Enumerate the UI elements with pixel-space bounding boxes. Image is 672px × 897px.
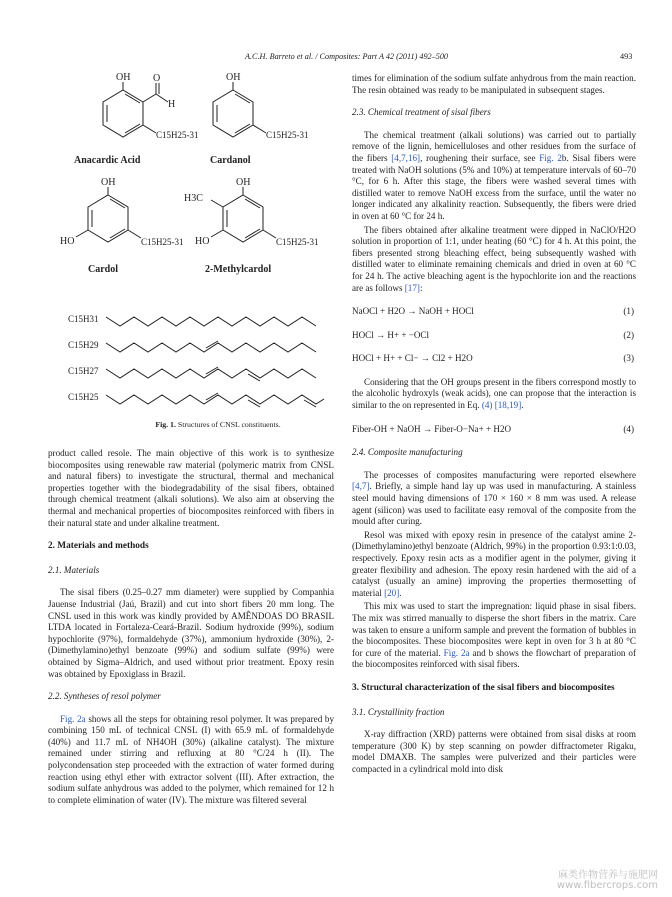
fig-2a-link-2[interactable]: Fig. 2a — [443, 647, 470, 658]
p5-text-a: Resol was mixed with epoxy resin in presence of the catalyst amine 2-(Dimethylamino)ethyl benzoate (Aldrich, 99%) in the proportion 0.93:1:0.03, respectively. Epoxy resin acts as a modifier agent in the polymer, giving it greater flexibility and adhesion. The epoxy resin hardened with the aid of a catalyst (usually an amine) improving the properties thermosetting of material — [352, 529, 636, 598]
methylcardol-h3c: H3C — [184, 193, 203, 204]
chain-diene — [68, 366, 316, 381]
ref-4-7[interactable]: [4,7] — [352, 481, 370, 492]
eq-4-link[interactable]: (4) — [481, 400, 493, 411]
fig-2a-link[interactable]: Fig. 2a — [60, 713, 86, 724]
cardanol-oh: OH — [226, 72, 241, 83]
p1-text-a: The chemical treatment (alkali solutions) was carried out to partially remove of the lignin, hemicelluloses and other residues from the surface of the fibers — [352, 129, 636, 163]
anacardic-o: O — [153, 73, 161, 84]
anacardic-acid-structure — [74, 72, 199, 166]
figure-1 — [48, 70, 348, 440]
methylcardol-chain: C15H25-31 — [276, 237, 319, 247]
equation-2 — [352, 330, 636, 342]
manufacturing-paragraph-1 — [352, 470, 636, 528]
chain-saturated — [68, 314, 316, 326]
treatment-paragraph-1 — [352, 130, 636, 223]
watermark-url: www.fibercrops.com — [556, 880, 658, 891]
subsection-2-3-heading: 2.3. Chemical treatment of sisal fibers — [352, 107, 491, 118]
p5-text-b: . — [399, 587, 402, 598]
watermark-chinese: 麻类作物营养与施肥网 — [558, 870, 658, 881]
equation-2-body: HOCl → H+ + −OCl — [352, 329, 430, 340]
treatment-paragraph-2 — [352, 225, 636, 295]
cardanol-chain: C15H25-31 — [266, 130, 309, 140]
equation-3-number: (3) — [623, 353, 634, 364]
figure-caption — [118, 420, 318, 429]
cardanol-structure — [210, 72, 309, 166]
subsection-3-1-heading: 3.1. Crystallinity fraction — [352, 706, 445, 717]
caption-label: Fig. 1. — [155, 420, 176, 429]
p1-text-c: b. Sisal fibers were treated with NaOH solutions (5% and 10%) at temperature intervals of 60–70 °C, for 6 h. After this stage, the fibers were washed several times with distilled water to remove NaOH excess from the surface, until the water no longer indicated any alkalinity reaction. Subsequently, the fibers were dried in oven at 60 °C for 24 h. — [352, 152, 636, 221]
equation-1-number: (1) — [623, 306, 634, 317]
cardol-name: Cardol — [88, 264, 118, 275]
p2-text-b: : — [419, 282, 423, 293]
p3-text-c: . — [521, 400, 524, 411]
methylcardol-name: 2-Methylcardol — [205, 264, 272, 275]
cardol-ho: HO — [60, 236, 75, 247]
equation-4-body: Fiber-OH + NaOH → Fiber-O−Na+ + H2O — [352, 423, 512, 434]
crystallinity-paragraph: X-ray diffraction (XRD) patterns were obtained from sisal disks at room temperature (300 K) by step scanning on powder diffractometer Rigaku, model DMAXB. The samples were pulverized and their particles were compacted in a cylindrical mold into disk — [352, 729, 636, 774]
equation-3-body: HOCl + H+ + Cl− → Cl2 + H2O — [352, 353, 473, 364]
subsection-2-4-heading: 2.4. Composite manufacturing — [352, 447, 463, 458]
cardol-oh: OH — [101, 177, 116, 188]
section-3-heading: 3. Structural characterization of the sisal fibers and biocomposites — [352, 682, 615, 693]
ref-17[interactable]: [17] — [404, 282, 420, 293]
equation-3 — [352, 353, 636, 365]
methylcardol-structure — [184, 177, 319, 275]
ref-18-19[interactable]: [18,19] — [494, 400, 522, 411]
chain-label-4: C15H25 — [68, 392, 99, 402]
cnsl-structures — [48, 70, 348, 420]
fig-2-link[interactable]: Fig. 2 — [539, 152, 562, 163]
subsection-2-1-heading: 2.1. Materials — [48, 564, 100, 575]
section-2-heading: 2. Materials and methods — [48, 541, 149, 552]
continuation-paragraph: times for elimination of the sodium sulfate anhydrous from the main reaction. The resin obtained was ready to be manipulated in subsequent stages. — [352, 73, 636, 95]
ref-4-7-16[interactable]: [4,7,16] — [391, 152, 421, 163]
syntheses-text: shows all the steps for obtaining resol polymer. It was prepared by combining 150 mL of technical CNSL (I) with 65.9 mL of formaldehyde (40%) and 11.7 mL of NH4OH (30%) (alkaline catalyst). The mixture remained under stirring and refluxing at 80 °C/24 h (II). The polycondensation step proceeded with the extraction of water formed during reaction using ethyl ether with extractor solvent (III). After extraction, the sodium sulfate anhydrous was added to the polymer, which remained for 12 h to complete elimination of water (IV). The mixture was filtered several — [48, 713, 334, 805]
cardanol-name: Cardanol — [210, 155, 251, 166]
chain-label-3: C15H27 — [68, 366, 99, 376]
p1-text-b: , roughening their surface, see — [420, 152, 540, 163]
chain-label-2: C15H29 — [68, 340, 99, 350]
equation-2-number: (2) — [623, 329, 634, 340]
cardol-chain: C15H25-31 — [141, 237, 184, 247]
manufacturing-paragraph-3 — [352, 601, 636, 671]
p3-text-a: Considering that the OH groups present in the fibers correspond mostly to the alcoholic hydroxyls (weak acids), one can propose that the interaction is similar to the on represented in Eq. — [352, 376, 636, 411]
caption-text: Structures of CNSL constituents. — [177, 420, 281, 429]
cardol-structure — [60, 177, 184, 275]
p4-text-b: . Briefly, a simple hand lay up was used in manufacturing. A stainless steel mould having dimensions of 170 × 160 × 8 mm was used. A release agent (silicon) was used to facilitate easy removal of the composite from the mould after curing. — [352, 481, 636, 527]
anacardic-oh: OH — [116, 72, 131, 83]
syntheses-paragraph — [48, 714, 334, 807]
anacardic-chain: C15H25-31 — [156, 130, 199, 140]
right-column — [352, 73, 636, 778]
intro-paragraph: product called resole. The main objective of this work is to synthesize biocomposites using renewable raw material (polymeric matrix from CNSL and natural fibers) to investigate the structural, thermal and mechanical properties together with the biodegradability of the sisal fibers, obtained through chemical treatment (alkali solutions). We also aim at observing the thermal and mechanical properties of biocomposites reinforced with fibers in their natural state and under alkaline treatment. — [48, 448, 334, 528]
manufacturing-paragraph-2 — [352, 530, 636, 600]
equation-1-body: NaOCl + H2O → NaOH + HOCl — [352, 306, 474, 317]
p6-text-a: This mix was used to start the impregnation: liquid phase in sisal fibers. The mix was stirred manually to disperse the short fibers in the matrix. Care was taken to ensure a uniform sample and prevent the formation of bubbles in the biocomposites. These biocomposites were kept in oven for 3 h at 80 °C for cure of the material. — [352, 601, 636, 658]
materials-paragraph: The sisal fibers (0.25–0.27 mm diameter) were supplied by Companhia Jauense Industrial (Jaú, Brazil) and cut into short fibers 20 mm long. The CNSL used in this work was kindly provided by AMÊNDOAS DO BRASIL LTDA located in Fortaleza-Ceará-Brazil. Sodium hydroxide (99%), sodium hypochlorite (97%), formaldehyde (37%), ammonium hydroxide (30%), 2-(Dimethylamino)ethyl benzoate (99%) and sodium sulfate (99%) were obtained by Sigma–Aldrich, and used without prior treatment. Epoxy resin was obtained by Epoxiglass in Brazil. — [48, 587, 334, 679]
journal-citation: A.C.H. Barreto et al. / Composites: Part A 42 (2011) 492–500 — [245, 52, 449, 61]
ref-20[interactable]: [20] — [384, 587, 400, 598]
chain-label-1: C15H31 — [68, 314, 99, 324]
chain-triene — [68, 392, 324, 407]
p2-text-a: The fibers obtained after alkaline treatment were dipped in NaClO/H2O solution in proportion of 1:1, under heating (60 °C) for 4 h. At this point, the fibers presented strong bleaching effect, being subsequently washed with distilled water to eliminate remaining chemicals and dried in oven at 60 °C for 24 h. The active bleaching agent is the hypochlorite ion and the reactions are as follows — [352, 224, 636, 293]
chain-monoene — [68, 340, 316, 352]
anacardic-name: Anacardic Acid — [74, 155, 141, 166]
equation-4 — [352, 424, 636, 436]
p4-text-a: The processes of composites manufacturing were reported elsewhere — [364, 469, 636, 480]
subsection-2-2-heading: 2.2. Syntheses of resol polymer — [48, 691, 161, 702]
p6-text-b: and b shows the flowchart of preparation of the biocomposites reinforced with sisal fibers. — [352, 647, 636, 670]
equation-4-number: (4) — [623, 423, 634, 434]
methylcardol-ho: HO — [195, 236, 210, 247]
page-number: 493 — [620, 52, 633, 61]
left-column — [48, 448, 334, 808]
methylcardol-oh: OH — [236, 177, 251, 188]
treatment-paragraph-3 — [352, 377, 636, 412]
equation-1 — [352, 306, 636, 318]
anacardic-h: H — [168, 99, 176, 110]
